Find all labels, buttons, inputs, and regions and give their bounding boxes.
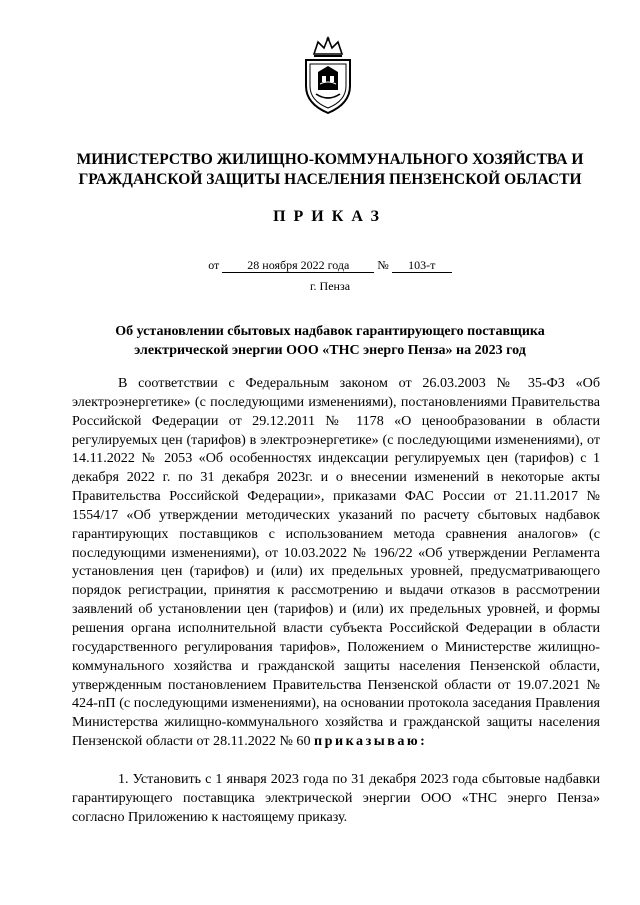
order-word: приказываю: (314, 733, 428, 750)
order-item-1: 1. Установить с 1 января 2023 года по 31 декабря 2023 года сбытовые надбавки гарантирующего поставщика электрической энергии ООО «ТНС энерго Пенза» согласно Приложению к настоящему приказу. (72, 771, 600, 825)
document-number: 103-т (392, 259, 452, 273)
city-name: г. Пенза (309, 279, 351, 293)
ministry-line-1: МИНИСТЕРСТВО ЖИЛИЩНО-КОММУНАЛЬНОГО ХОЗЯЙСТВА И (76, 151, 584, 168)
date-number-line (40, 257, 620, 273)
number-prefix: № (377, 258, 389, 272)
ministry-name (40, 150, 620, 190)
ministry-line-2: ГРАЖДАНСКОЙ ЗАЩИТЫ НАСЕЛЕНИЯ ПЕНЗЕНСКОЙ ОБЛАСТИ (78, 171, 582, 188)
date-prefix: от (208, 258, 220, 272)
preamble-paragraph (72, 374, 600, 751)
document-date: 28 ноября 2022 года (222, 259, 374, 273)
document-type-title: ПРИКАЗ (273, 208, 387, 225)
subject-line-1: Об установлении сбытовых надбавок гарантирующего поставщика (115, 324, 545, 339)
subject-line-2: электрической энергии ООО «ТНС энерго Пенза» на 2023 год (134, 343, 526, 358)
penza-coat-of-arms-icon (298, 36, 358, 116)
document-subject (90, 322, 570, 360)
preamble-text: В соответствии с Федеральным законом от 26.03.2003 № 35-ФЗ «Об электроэнергетике» (с последующими изменениями), постановлениями Правительства Российской Федерации от 29.12.2011 № 1178 «О ценообразовании в области регулируемых цен (тарифов) в электроэнергетике» (с последующими изменениями), от 14.11.2022 № 2053 «Об особенностях индексации регулируемых цен (тарифов) с 1 декабря 2022 г. по 31 декабря 2023г. и о внесении изменений в некоторые акты Правительства Российской Федерации», приказами ФАС России от 21.11.2017 № 1554/17 «Об утверждении методических указаний по расчету сбытовых надбавок гарантирующих поставщиков с использованием метода сравнения аналогов» (с последующими изменениями), от 10.03.2022 № 196/22 «Об утверждении Регламента установления цен (тарифов) и (или) их предельных уровней, предусматривающего порядок регистрации, принятия к рассмотрению и выдачи отказов в рассмотрении заявлений об установлении цен (тарифов) и (или) их предельных уровней, и формы решения органа исполнительной власти субъекта Российской Федерации в области государственного регулирования тарифов», Положением о Министерстве жилищно-коммунального хозяйства и гражданской защиты населения Пензенской области, утвержденным постановлением Правительства Пензенской области от 19.07.2021 № 424-пП (с последующими изменениями), на основании протокола заседания Правления Министерства жилищно-коммунального хозяйства и гражданской защиты населения Пензенской области от 28.11.2022 № 60 (72, 375, 600, 750)
